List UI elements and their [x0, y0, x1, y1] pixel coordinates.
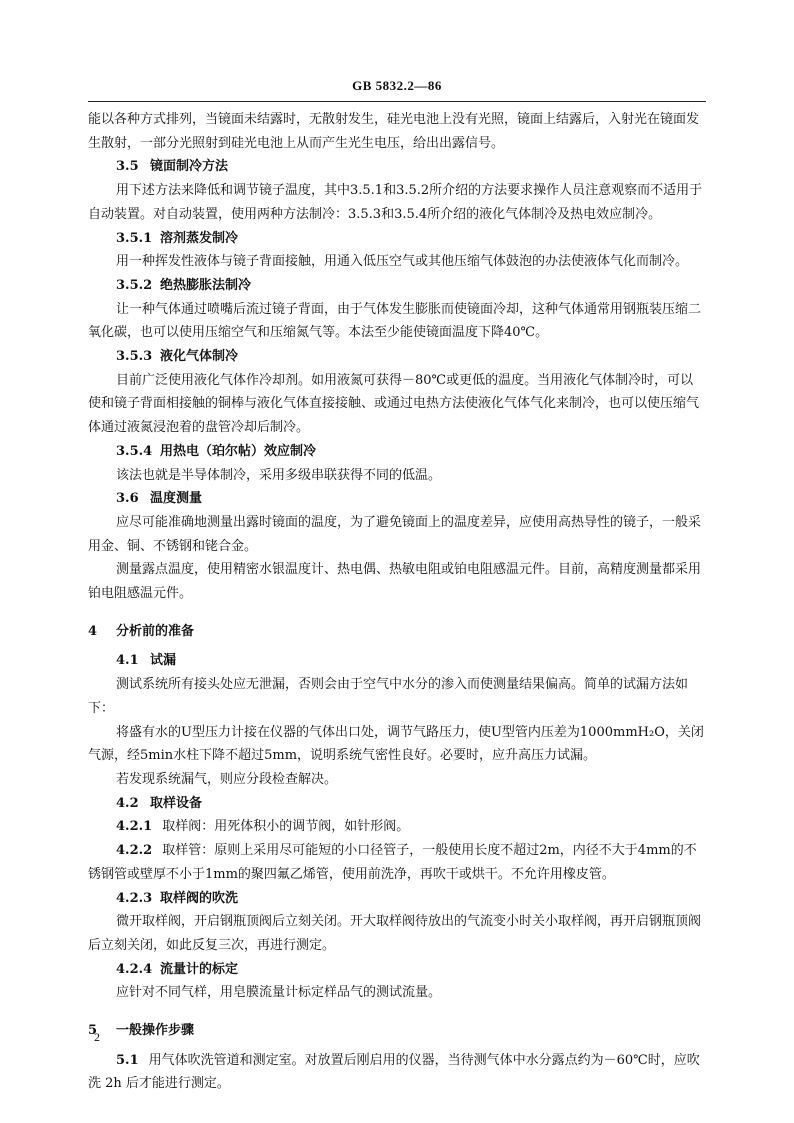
chapter-number: 5 [88, 1023, 98, 1039]
paragraph-3-6-a: 应尽可能准确地测量出露时镜面的温度，为了避免镜面上的温度差异，应使用高热导性的镜子，一般采用金、铜、不锈钢和铑合金。 [88, 514, 702, 554]
paragraph-3-5: 用下述方法来降低和调节镜子温度，其中3.5.1和3.5.2所介绍的方法要求操作人员注意观察而不适用于自动装置。对自动装置，使用两种方法制冷：3.5.3和3.5.4所介绍的液化气体制冷及热电效应制冷。 [88, 183, 703, 222]
section-number: 4.2.1 [116, 819, 153, 835]
section-number: 5.1 [116, 1052, 139, 1068]
section-title: 液化气体制冷 [160, 349, 239, 365]
section-4-1-heading [88, 649, 706, 673]
chapter-title: 一般操作步骤 [116, 1023, 195, 1039]
section-number: 4.2.3 [116, 890, 153, 906]
section-number: 3.5.2 [116, 277, 153, 293]
paragraph-continued: 能以各种方式排列，当镜面未结露时，无散射发生，硅光电池上没有光照，镜面上结露后，入射光在镜面发生散射，一部分光照射到硅光电池上从而产生光生电压，给出出露信号。 [88, 112, 700, 151]
chapter-number: 4 [88, 623, 98, 639]
section-number: 3.5.3 [116, 349, 153, 365]
section-number: 4.2 [116, 795, 139, 811]
paragraph-3-5-4: 该法也就是半导体制冷，采用多级串联获得不同的低温。 [116, 467, 442, 483]
standard-number: GB 5832.2—86 [352, 78, 442, 93]
section-number: 3.6 [116, 491, 139, 507]
paragraph-4-2-2 [88, 839, 706, 886]
section-title: 试漏 [150, 653, 177, 669]
section-number: 3.5.1 [116, 230, 153, 246]
section-number: 4.2.4 [116, 961, 153, 977]
page-number: 2 [94, 1030, 100, 1044]
paragraph-4-1-a: 测试系统所有接头处应无泄漏，否则会由于空气中水分的渗入而使测量结果偏高。简单的试漏方法如下： [88, 677, 689, 716]
paragraph-3-5-1: 用一种挥发性液体与镜子背面接触，用通入低压空气或其他压缩气体鼓泡的办法使液体气化而制冷。 [116, 254, 689, 270]
section-title: 温度测量 [150, 491, 203, 507]
chapter-4-heading [88, 620, 706, 644]
section-title: 取样阀的吹洗 [160, 890, 239, 906]
paragraph-3-5-2: 让一种气体通过喷嘴后流过镜子背面，由于气体发生膨胀而使镜面冷却，这种气体通常用钢瓶装压缩二氧化碳，也可以使用压缩空气和压缩氮气等。本法至少能使镜面温度下降40℃。 [88, 301, 702, 341]
paragraph-4-2-4: 应针对不同气样，用皂膜流量计标定样品气的测试流量。 [116, 985, 442, 1001]
document-body [88, 108, 706, 1096]
section-3-5-1-heading [88, 227, 706, 251]
chapter-title: 分析前的准备 [116, 623, 195, 639]
section-title: 流量计的标定 [160, 961, 239, 977]
section-4-2-heading [88, 792, 706, 816]
paragraph-text: 取样阀：用死体积小的调节阀，如针形阀。 [162, 819, 410, 835]
section-3-6-heading [88, 487, 706, 511]
section-4-2-3-heading [88, 887, 706, 911]
section-4-2-4-heading [88, 958, 706, 982]
section-3-5-heading [88, 155, 706, 179]
paragraph-3-6-b: 测量露点温度，使用精密水银温度计、热电偶、热敏电阻或铂电阻感温元件。目前，高精度测量都采用铂电阻感温元件。 [88, 562, 702, 602]
section-title: 镜面制冷方法 [150, 159, 229, 175]
section-3-5-3-heading [88, 345, 706, 369]
paragraph-4-1-b: 将盛有水的U型压力计接在仪器的气体出口处，调节气路压力，使U型管内压差为1000mmH₂O，关闭气源，经5min水柱下降不超过5mm，说明系统气密性良好。必要时，应升高压力试漏。 [88, 724, 704, 764]
paragraph-text: 取样管：原则上采用尽可能短的小口径管子，一般使用长度不超过2m，内径不大于4mm的不锈钢管或壁厚不小于1mm的聚四氟乙烯管，使用前洗净，再吹干或烘干。不允许用橡皮管。 [88, 843, 697, 882]
section-title: 取样设备 [150, 795, 203, 811]
section-title: 用热电（珀尔帖）效应制冷 [160, 443, 317, 459]
section-title: 溶剂蒸发制冷 [160, 230, 239, 246]
section-number: 4.1 [116, 653, 139, 669]
paragraph-5-1 [88, 1049, 706, 1096]
paragraph-4-1-c: 若发现系统漏气，则应分段检查解决。 [116, 771, 338, 787]
paragraph-4-2-1 [88, 815, 706, 839]
section-title: 绝热膨胀法制冷 [160, 277, 252, 293]
chapter-5-heading [88, 1019, 706, 1043]
paragraph-text: 用气体吹洗管道和测定室。对放置后刚启用的仪器，当待测气体中水分露点约为－60℃时，应吹洗 2h 后才能进行测定。 [88, 1052, 700, 1092]
paragraph-4-2-3: 微开取样阀，开启钢瓶顶阀后立刻关闭。开大取样阀待放出的气流变小时关小取样阀，再开启钢瓶顶阀后立刻关闭，如此反复三次，再进行测定。 [88, 914, 702, 953]
header-divider [88, 101, 706, 102]
section-number: 3.5.4 [116, 443, 153, 459]
section-number: 4.2.2 [116, 843, 153, 859]
section-3-5-4-heading [88, 440, 706, 464]
paragraph-3-5-3: 目前广泛使用液化气体作冷却剂。如用液氮可获得－80℃或更低的温度。当用液化气体制冷时，可以使和镜子背面相接触的铜棒与液化气体直接接触、或通过电热方法使液化气体气化来制冷，也可以使压缩气体通过液氮浸泡着的盘管冷却后制冷。 [88, 372, 700, 436]
section-3-5-2-heading [88, 274, 706, 298]
section-number: 3.5 [116, 159, 139, 175]
